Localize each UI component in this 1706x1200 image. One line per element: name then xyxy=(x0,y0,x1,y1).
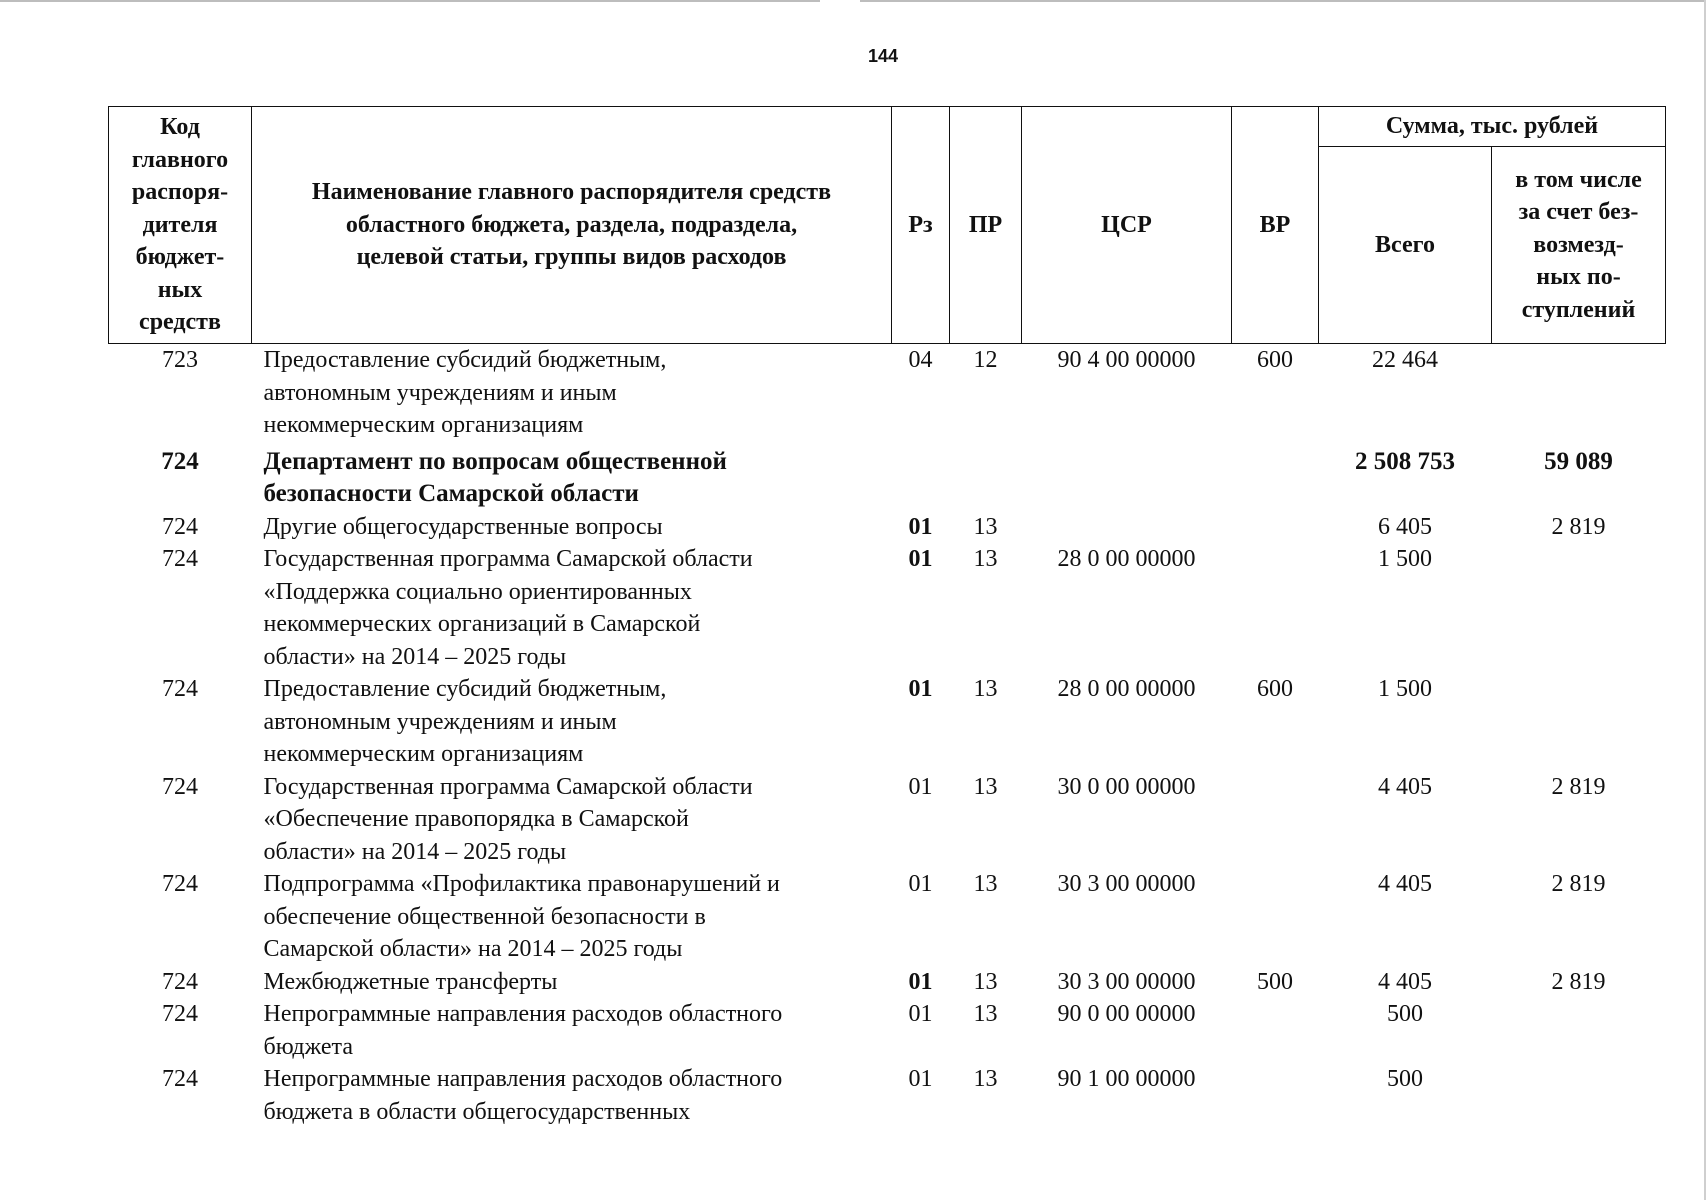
row-name-line: Государственная программа Самарской области xyxy=(263,773,753,800)
row-name xyxy=(252,966,892,999)
row-csr: 30 0 00 00000 xyxy=(1057,773,1196,800)
row-rz: 01 xyxy=(908,773,933,800)
table-row xyxy=(109,344,1666,442)
row-csr: 90 1 00 00000 xyxy=(1057,1066,1196,1092)
header-line: главного xyxy=(131,146,229,173)
row-name xyxy=(252,998,892,1063)
row-pr: 13 xyxy=(973,676,998,702)
row-name-line: Непрограммные направления расходов областного xyxy=(263,1001,783,1027)
row-rz: 01 xyxy=(908,676,933,702)
row-free xyxy=(1492,998,1666,1063)
row-name-line: области» на 2014 – 2025 годы xyxy=(263,838,567,865)
row-name-line: Другие общегосударственные вопросы xyxy=(263,513,663,540)
row-code: 724 xyxy=(162,1066,198,1092)
table-body xyxy=(109,344,1666,1129)
row-vr: 500 xyxy=(1257,968,1293,995)
row-free: 2 819 xyxy=(1551,773,1606,800)
row-name-line: области» на 2014 – 2025 годы xyxy=(263,643,567,670)
table-row xyxy=(109,1063,1666,1128)
row-code: 724 xyxy=(162,773,198,800)
row-name-line: некоммерческих организаций в Самарской xyxy=(263,611,701,637)
row-name-line: «Обеспечение правопорядка в Самарской xyxy=(263,806,689,832)
row-pr: 13 xyxy=(973,968,998,995)
row-total: 22 464 xyxy=(1372,347,1438,373)
header-line: возмезд- xyxy=(1533,231,1624,258)
row-total: 500 xyxy=(1387,1066,1423,1092)
row-rz: 01 xyxy=(908,871,933,897)
row-pr: 13 xyxy=(973,1001,998,1027)
header-total: Всего xyxy=(1319,147,1492,344)
row-name-line: обеспечение общественной безопасности в xyxy=(263,903,706,930)
row-name-line: бюджета в области общегосударственных xyxy=(263,1098,691,1125)
row-free: 59 089 xyxy=(1544,447,1613,475)
row-rz xyxy=(892,442,950,511)
header-sum: Сумма, тыс. рублей xyxy=(1319,107,1666,147)
row-code: 724 xyxy=(162,513,198,540)
header-code xyxy=(109,107,252,344)
row-code: 724 xyxy=(162,546,198,572)
row-pr: 13 xyxy=(973,546,998,572)
row-free xyxy=(1492,543,1666,673)
row-name-line: Департамент по вопросам общественной xyxy=(263,447,727,475)
header-line: ных xyxy=(157,276,203,303)
row-name xyxy=(252,1063,892,1128)
header-line: бюджет- xyxy=(135,244,225,271)
row-total: 4 405 xyxy=(1378,968,1432,995)
budget-table xyxy=(108,106,1666,1128)
table-row xyxy=(109,868,1666,966)
row-name-line: Межбюджетные трансферты xyxy=(263,968,558,995)
row-name-line: бюджета xyxy=(263,1033,353,1060)
row-code: 724 xyxy=(161,447,199,475)
row-csr: 28 0 00 00000 xyxy=(1057,546,1196,572)
row-csr: 90 4 00 00000 xyxy=(1057,347,1196,373)
header-line: ных по- xyxy=(1536,264,1621,291)
table-row xyxy=(109,442,1666,511)
row-total: 1 500 xyxy=(1378,676,1432,702)
row-vr xyxy=(1232,511,1319,544)
header-line: средств xyxy=(139,309,221,336)
row-csr: 30 3 00 00000 xyxy=(1057,968,1196,995)
row-vr xyxy=(1232,771,1319,869)
row-name-line: Непрограммные направления расходов областного xyxy=(263,1066,783,1092)
row-rz: 01 xyxy=(908,513,933,540)
row-pr: 13 xyxy=(973,871,998,897)
row-total: 4 405 xyxy=(1378,773,1432,800)
row-total: 6 405 xyxy=(1378,513,1432,540)
table-row xyxy=(109,966,1666,999)
row-free: 2 819 xyxy=(1551,871,1606,897)
table-row xyxy=(109,771,1666,869)
row-rz: 04 xyxy=(908,347,933,373)
row-csr: 90 0 00 00000 xyxy=(1057,1001,1196,1027)
header-csr: ЦСР xyxy=(1022,107,1232,344)
table-row xyxy=(109,511,1666,544)
row-name xyxy=(252,868,892,966)
row-name-line: Государственная программа Самарской области xyxy=(263,546,753,572)
row-name xyxy=(252,511,892,544)
row-free: 2 819 xyxy=(1551,968,1606,995)
header-line: ступлений xyxy=(1521,296,1636,323)
header-line: областного бюджета, раздела, подраздела, xyxy=(345,211,798,238)
row-csr: 28 0 00 00000 xyxy=(1057,676,1196,702)
header-line: распоря- xyxy=(131,179,229,206)
row-rz: 01 xyxy=(908,968,933,995)
header-line: дителя xyxy=(142,211,218,238)
header-free xyxy=(1492,147,1666,344)
row-name xyxy=(252,771,892,869)
row-vr: 600 xyxy=(1257,676,1293,702)
row-name-line: Самарской области» на 2014 – 2025 годы xyxy=(263,936,683,962)
table-row xyxy=(109,543,1666,673)
table-header xyxy=(109,107,1666,344)
row-name-line: Предоставление субсидий бюджетным, xyxy=(263,676,667,702)
row-code: 724 xyxy=(162,871,198,897)
table-row xyxy=(109,673,1666,771)
row-free xyxy=(1492,1063,1666,1128)
row-code: 724 xyxy=(162,676,198,702)
row-total: 500 xyxy=(1387,1001,1423,1027)
row-pr: 12 xyxy=(973,347,998,373)
row-total: 1 500 xyxy=(1378,546,1432,572)
row-pr xyxy=(950,442,1022,511)
row-pr: 13 xyxy=(973,773,998,800)
row-csr: 30 3 00 00000 xyxy=(1057,871,1196,897)
row-name-line: некоммерческим организациям xyxy=(263,412,584,438)
row-name xyxy=(252,442,892,511)
row-vr: 600 xyxy=(1257,347,1293,373)
row-code: 723 xyxy=(162,347,198,373)
row-code: 724 xyxy=(162,1001,198,1027)
table-row xyxy=(109,998,1666,1063)
row-vr xyxy=(1232,868,1319,966)
row-name-line: автономным учреждениям и иным xyxy=(263,708,617,735)
scan-edge-line xyxy=(0,0,820,2)
header-line: целевой статьи, группы видов расходов xyxy=(356,244,787,271)
row-name-line: «Поддержка социально ориентированных xyxy=(263,578,692,605)
header-line: за счет без- xyxy=(1518,199,1639,226)
row-vr xyxy=(1232,998,1319,1063)
row-name xyxy=(252,543,892,673)
row-name-line: автономным учреждениям и иным xyxy=(263,379,617,406)
row-name-line: безопасности Самарской области xyxy=(263,480,639,507)
row-csr xyxy=(1022,511,1232,544)
row-free: 2 819 xyxy=(1551,513,1606,540)
row-pr: 13 xyxy=(973,513,998,540)
row-pr: 13 xyxy=(973,1066,998,1092)
row-name-line: Предоставление субсидий бюджетным, xyxy=(263,347,667,373)
row-code: 724 xyxy=(162,968,198,995)
row-rz: 01 xyxy=(908,546,933,572)
page-number: 144 xyxy=(867,46,899,66)
row-total: 4 405 xyxy=(1378,871,1432,897)
row-vr xyxy=(1232,442,1319,511)
row-name-line: Подпрограмма «Профилактика правонарушений и xyxy=(263,871,780,897)
row-csr xyxy=(1022,442,1232,511)
header-line: в том числе xyxy=(1515,166,1642,193)
row-name xyxy=(252,344,892,442)
row-free xyxy=(1492,673,1666,771)
row-vr xyxy=(1232,1063,1319,1128)
row-name-line: некоммерческим организациям xyxy=(263,741,584,767)
row-free xyxy=(1492,344,1666,442)
row-vr xyxy=(1232,543,1319,673)
header-pr: ПР xyxy=(950,107,1022,344)
header-line: Наименование главного распорядителя средств xyxy=(311,179,832,206)
row-rz: 01 xyxy=(908,1066,933,1092)
row-rz: 01 xyxy=(908,1001,933,1027)
scan-edge-line xyxy=(860,0,1706,2)
row-name xyxy=(252,673,892,771)
header-rz: Рз xyxy=(892,107,950,344)
row-total: 2 508 753 xyxy=(1355,447,1455,475)
header-vr: ВР xyxy=(1232,107,1319,344)
header-name xyxy=(252,107,892,344)
header-line: Код xyxy=(160,114,200,141)
